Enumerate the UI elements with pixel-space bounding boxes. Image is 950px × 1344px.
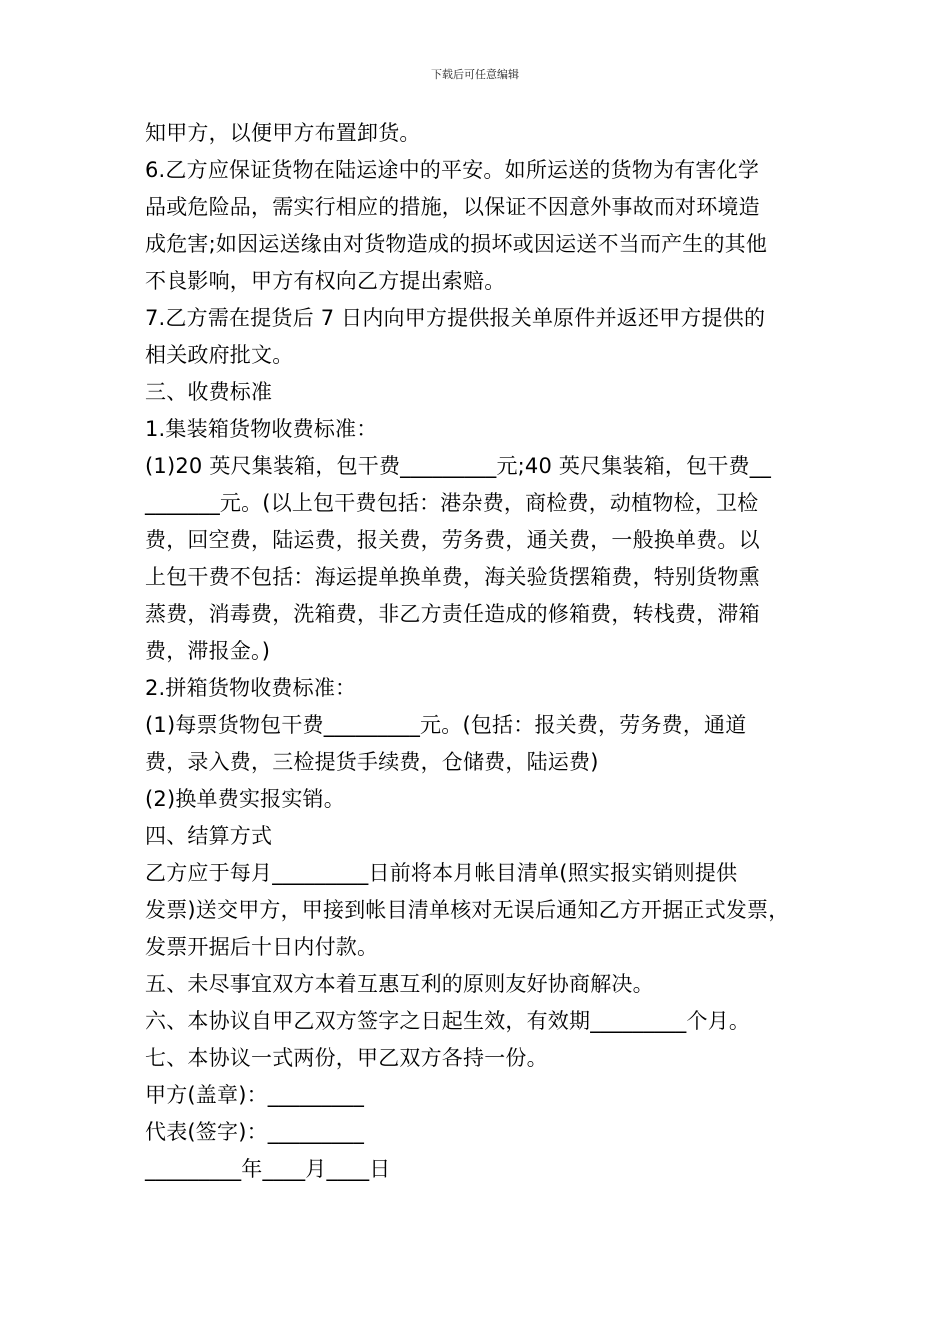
signature-representative: 代表(签字)：_________ (145, 1120, 365, 1144)
text-line: 费，滞报金。) (145, 639, 271, 663)
text-line: 品或危险品，需实行相应的措施，以保证不因意外事故而对环境造 (145, 195, 760, 219)
page-header: 下载后可任意编辑 (431, 68, 519, 81)
text-line: 7.乙方需在提货后 7 日内向甲方提供报关单原件并返还甲方提供的 (145, 306, 766, 330)
section-heading: 六、本协议自甲乙双方签字之日起生效，有效期_________个月。 (145, 1009, 751, 1033)
text-line: 乙方应于每月_________日前将本月帐目清单(照实报实销则提供 (145, 861, 738, 885)
text-line: 2.拼箱货物收费标准： (145, 676, 357, 700)
text-line: 费，回空费，陆运费，报关费，劳务费，通关费，一般换单费。以 (145, 528, 760, 552)
section-heading: 七、本协议一式两份，甲乙双方各持一份。 (145, 1046, 548, 1070)
text-line: 1.集装箱货物收费标准： (145, 417, 378, 441)
text-line: (2)换单费实报实销。 (145, 787, 345, 811)
section-heading: 三、收费标准 (145, 380, 273, 404)
text-line: 知甲方，以便甲方布置卸货。 (145, 121, 421, 145)
text-line: _______元。(以上包干费包括：港杂费，商检费，动植物检，卫检 (145, 491, 759, 515)
text-line: 上包干费不包括：海运提单换单费，海关验货摆箱费，特别货物熏 (145, 565, 760, 589)
text-line: 费，录入费，三检提货手续费，仓储费，陆运费) (145, 750, 599, 774)
text-line: 6.乙方应保证货物在陆运途中的平安。如所运送的货物为有害化学 (145, 158, 760, 182)
signature-party-a: 甲方(盖章)：_________ (145, 1083, 365, 1107)
text-line: 发票)送交甲方，甲接到帐目清单核对无误后通知乙方开据正式发票， (145, 898, 790, 922)
text-line: 发票开据后十日内付款。 (145, 935, 379, 959)
text-line: 蒸费，消毒费，洗箱费，非乙方责任造成的修箱费，转栈费，滞箱 (145, 602, 760, 626)
text-line: 相关政府批文。 (145, 343, 294, 367)
signature-date: _________年____月____日 (145, 1157, 391, 1181)
text-line: 不良影响，甲方有权向乙方提出索赔。 (145, 269, 506, 293)
section-heading: 五、未尽事宜双方本着互惠互利的原则友好协商解决。 (145, 972, 654, 996)
text-line: (1)每票货物包干费_________元。(包括：报关费，劳务费，通道 (145, 713, 747, 737)
text-line: (1)20 英尺集装箱，包干费_________元;40 英尺集装箱，包干费__ (145, 454, 772, 478)
section-heading: 四、结算方式 (145, 824, 273, 848)
text-line: 成危害;如因运送缘由对货物造成的损坏或因运送不当而产生的其他 (145, 232, 768, 256)
